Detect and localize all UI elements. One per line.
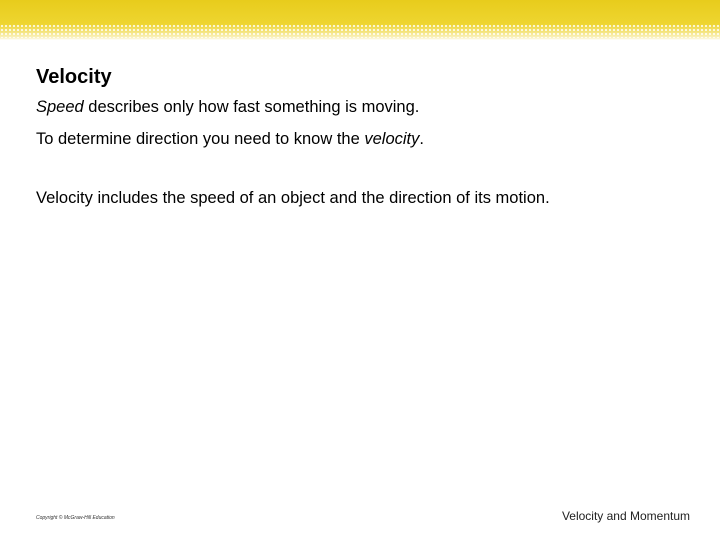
velocity-term: velocity <box>364 130 420 148</box>
footer-section-label: Velocity and Momentum <box>561 509 690 523</box>
direction-statement <box>36 130 424 149</box>
banner-dot-pattern <box>0 24 720 38</box>
copyright-notice: Copyright © McGraw-Hill Education <box>36 515 115 521</box>
top-banner <box>0 0 720 40</box>
velocity-definition: Velocity includes the speed of an object and the direction of its motion. <box>36 189 550 207</box>
speed-definition-text: describes only how fast something is moving. <box>83 98 420 116</box>
slide-title: Velocity <box>36 66 112 88</box>
direction-statement-start: To determine direction you need to know the <box>36 130 365 148</box>
direction-statement-end: . <box>419 130 424 148</box>
speed-definition <box>36 98 419 117</box>
speed-term: Speed <box>36 98 84 116</box>
